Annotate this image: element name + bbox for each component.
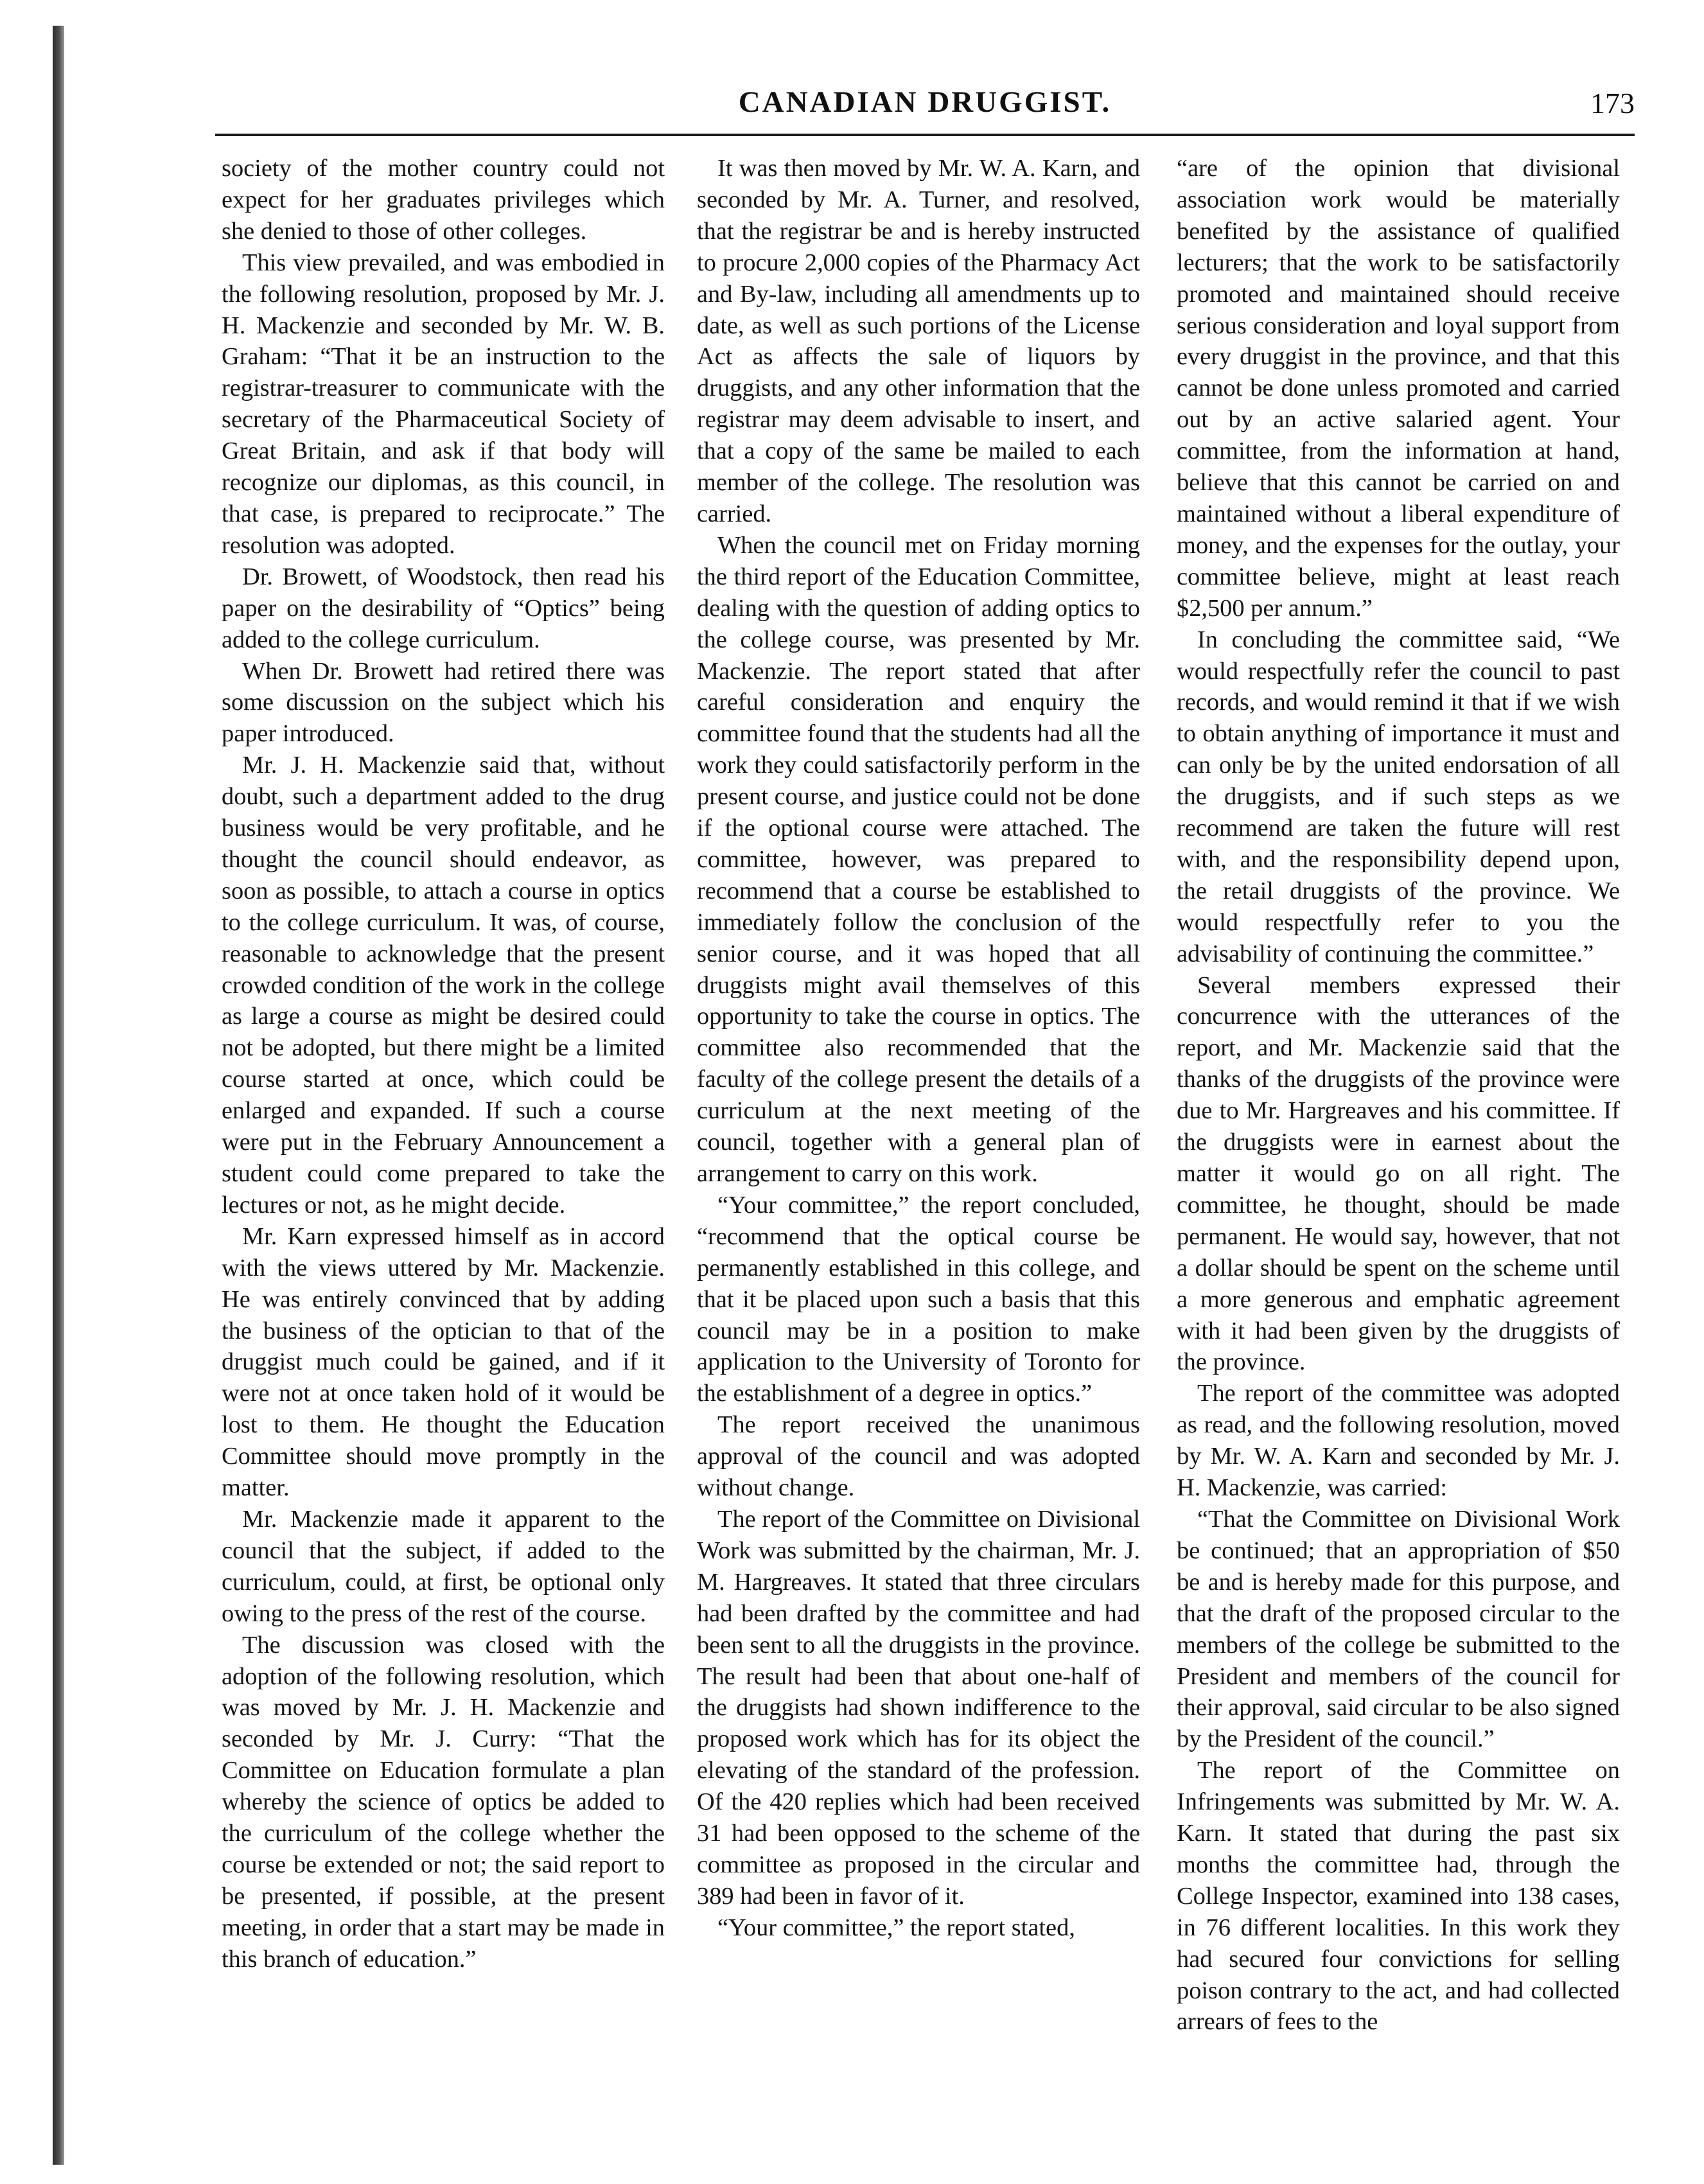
page-number: 173 [1590,87,1635,119]
paragraph: The report of the Committee on Divisional Work was submitted by the chairman, Mr. J. M. Hargreaves. It stated that three circulars had been drafted by the committee and had been sent to all the druggists in the province. The result had been that about one-half of the druggists had shown indifference to the proposed work which has for its object the elevating of the standard of the profession. Of the 420 replies which had been received 31 had been opposed to the scheme of the committee as proposed in the circular and 389 had been in favor of it. [697,1505,1140,1910]
paragraph: Mr. Mackenzie made it apparent to the council that the subject, if added to the curriculum, could, at first, be optional only owing to the press of the rest of the course. [222,1505,665,1627]
paragraph: When the council met on Friday morning the third report of the Education Committee, dealing with the question of adding optics to the college course, was presented by Mr. Mackenzie. The report stated that after careful consideration and enquiry the committee found that the students had all the work they could satisfactorily perform in the present course, and justice could not be done if the optional course were attached. The committee, however, was prepared to recommend that a course be established to immediately follow the conclusion of the senior course, and it was hoped that all druggists might avail themselves of this opportunity to take the course in optics. The committee also recommended that the faculty of the college present the details of a curriculum at the next meeting of the council, together with a general plan of arrangement to carry on this work. [697,531,1140,1187]
paragraph: Mr. Karn expressed himself as in accord with the views uttered by Mr. Mackenzie. He was entirely convinced that by adding the business of the optician to that of the druggist much could be gained, and if it were not at once taken hold of it would be lost to them. He thought the Education Committee should move promptly in the matter. [222,1222,665,1502]
running-head: CANADIAN DRUGGIST. [738,85,1112,119]
paragraph: Several members expressed their concurrence with the utterances of the report, and Mr. Mackenzie said that the thanks of the druggists of the province were due to Mr. Hargreaves and his committee. If the druggists were in earnest about the matter it would go on all right. The committee, he thought, should be made permanent. He would say, however, that not a dollar should be spent on the scheme until a more generous and emphatic agreement with it had been given by the druggists of the province. [1177,971,1620,1376]
paragraph: Mr. J. H. Mackenzie said that, without doubt, such a department added to the drug business would be very profitable, and he thought the council should endeavor, as soon as possible, to attach a course in optics to the college curriculum. It was, of course, reasonable to acknowledge that the present crowded condition of the work in the college as large a course as might be desired could not be adopted, but there might be a limited course started at once, which could be enlarged and expanded. If such a course were put in the February Announcement a student could come prepared to take the lectures or not, as he might decide. [222,752,665,1219]
text-column-3 [1177,153,1620,2106]
paragraph: The report of the committee was adopted as read, and the following resolution, moved by Mr. W. A. Karn and seconded by Mr. J. H. Mackenzie, was carried: [1177,1380,1620,1502]
page-header [215,82,1635,136]
paragraph: The report received the unanimous approval of the council and was adopted without change. [697,1411,1140,1502]
paragraph: The discussion was closed with the adoption of the following resolution, which was moved by Mr. J. H. Mackenzie and seconded by Mr. J. Curry: “That the Committee on Education formulate a plan whereby the science of optics be added to the curriculum of the college whether the course be extended or not; the said report to be presented, if possible, at the present meeting, in order that a start may be made in this branch of education.” [222,1631,665,1973]
paragraph: “That the Committee on Divisional Work be continued; that an appropriation of $50 be and is hereby made for this purpose, and that the draft of the proposed circular to the members of the college be submitted to the President and members of the council for their approval, said circular to be also signed by the President of the council.” [1177,1505,1620,1753]
paragraph: It was then moved by Mr. W. A. Karn, and seconded by Mr. A. Turner, and resolved, that the registrar be and is hereby instructed to procure 2,000 copies of the Pharmacy Act and By-law, including all amendments up to date, as well as such portions of the License Act as affects the sale of liquors by druggists, and any other information that the registrar may deem advisable to insert, and that a copy of the same be mailed to each member of the college. The resolution was carried. [697,155,1140,527]
binding-edge [53,26,64,2165]
text-column-2 [697,153,1140,2106]
paragraph: The report of the Committee on Infringements was submitted by Mr. W. A. Karn. It stated that during the past six months the committee had, through the College Inspector, examined into 138 cases, in 76 different localities. In this work they had secured four convictions for selling poison contrary to the act, and had collected arrears of fees to the [1177,1757,1620,2036]
paragraph: In concluding the committee said, “We would respectfully refer the council to past records, and would remind it that if we wish to obtain anything of importance it must and can only be by the united endorsation of all the druggists, and if such steps as we recommend are taken the future will rest with, and the responsibility depend upon, the retail druggists of the province. We would respectfully refer to you the advisability of continuing the committee.” [1177,626,1620,967]
paragraph: This view prevailed, and was embodied in the following resolution, proposed by Mr. J. H. Mackenzie and seconded by Mr. W. B. Graham: “That it be an instruction to the registrar-treasurer to communicate with the secretary of the Pharmaceutical Society of Great Britain, and ask if that body will recognize our diplomas, as this council, in that case, is prepared to reciprocate.” The resolution was adopted. [222,249,665,559]
paragraph: When Dr. Browett had retired there was some discussion on the subject which his paper introduced. [222,657,665,748]
paragraph: Dr. Browett, of Woodstock, then read his paper on the desirability of “Optics” being added to the college curriculum. [222,563,665,653]
paragraph: society of the mother country could not expect for her graduates privileges which she denied to those of other colleges. [222,155,665,245]
paragraph: “are of the opinion that divisional association work would be materially benefited by the assistance of qualified lecturers; that the work to be satisfactorily promoted and maintained should receive serious consideration and loyal support from every druggist in the province, and that this cannot be done unless promoted and carried out by an active salaried agent. Your committee, from the information at hand, believe that this cannot be carried on and maintained without a liberal expenditure of money, and the expenses for the outlay, your committee believe, might at least reach $2,500 per annum.” [1177,155,1620,622]
text-column-1 [222,153,665,2106]
paragraph: “Your committee,” the report concluded, “recommend that the optical course be permanently established in this college, and that it be placed upon such a basis that this council may be in a position to make application to the University of Toronto for the establishment of a degree in optics.” [697,1191,1140,1407]
paragraph: “Your committee,” the report stated, [717,1914,1075,1941]
